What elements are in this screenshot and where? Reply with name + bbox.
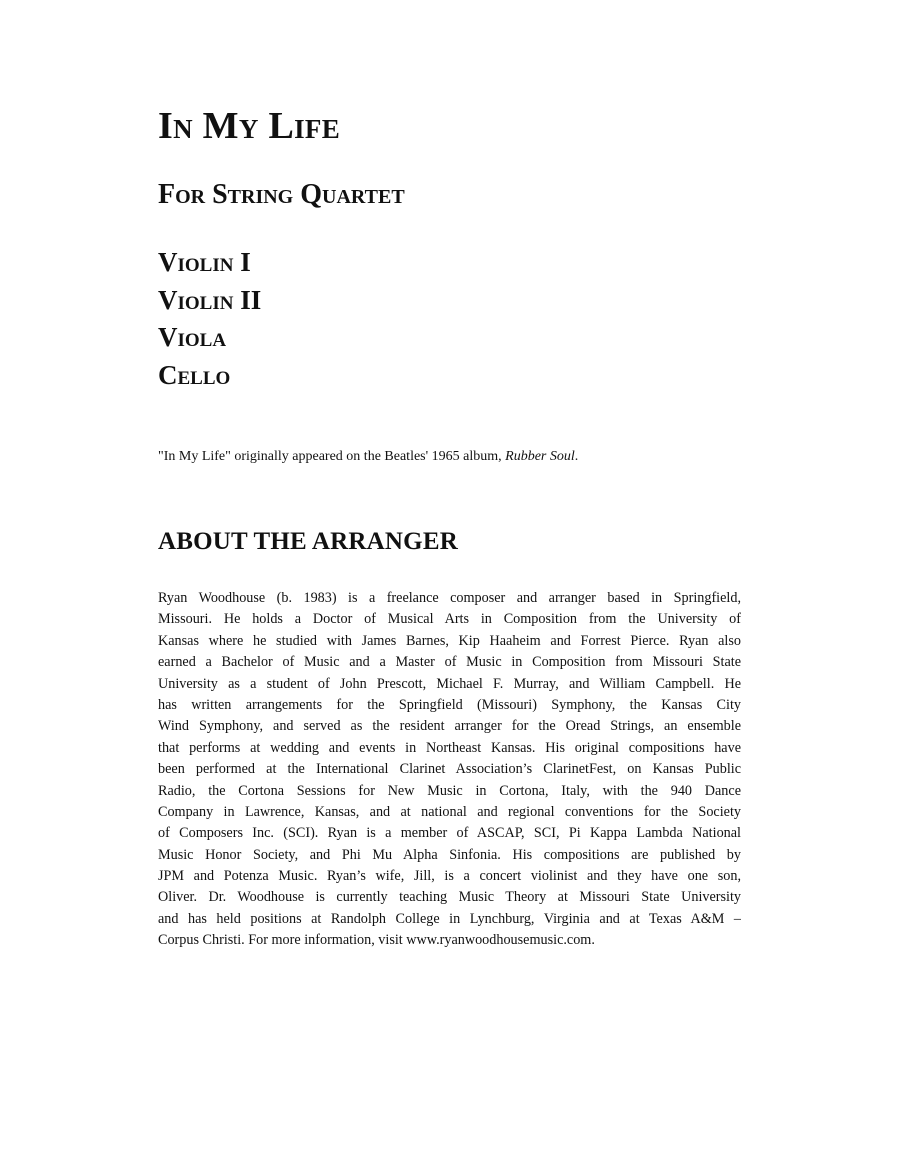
bio-line: University as a student of John Prescott, Michael F. Murray, and William Campbell. He	[158, 675, 741, 692]
instrument-item-cello: Cello	[158, 359, 231, 390]
instrument-item-violin-2: Violin II	[158, 284, 262, 315]
album-note-prefix: "In My Life" originally appeared on the Beatles' 1965 album,	[158, 449, 506, 464]
bio-line: Radio, the Cortona Sessions for New Music in Cortona, Italy, with the 940 Dance	[158, 782, 741, 799]
bio-line: that performs at wedding and events in Northeast Kansas. His original compositions have	[158, 739, 741, 756]
page-subtitle: For String Quartet	[158, 179, 405, 210]
bio-line: Missouri. He holds a Doctor of Musical Arts in Composition from the University of	[158, 611, 741, 628]
about-heading: ABOUT THE ARRANGER	[158, 528, 458, 555]
album-note	[158, 447, 578, 467]
bio-line: of Composers Inc. (SCI). Ryan is a member of ASCAP, SCI, Pi Kappa Lambda National	[158, 825, 741, 842]
bio-line: has written arrangements for the Springfield (Missouri) Symphony, the Kansas City	[158, 696, 741, 713]
bio-line: and has held positions at Randolph College in Lynchburg, Virginia and at Texas A&M –	[158, 910, 741, 927]
page-title: In My Life	[158, 105, 341, 147]
bio-line: Corpus Christi. For more information, visit www.ryanwoodhousemusic.com.	[158, 932, 595, 949]
bio-line: JPM and Potenza Music. Ryan’s wife, Jill, is a concert violinist and they have one son,	[158, 868, 741, 885]
arranger-bio	[158, 588, 741, 952]
bio-line: Kansas where he studied with James Barnes, Kip Haaheim and Forrest Pierce. Ryan also	[158, 632, 741, 649]
bio-line: Ryan Woodhouse (b. 1983) is a freelance composer and arranger based in Springfield,	[158, 590, 741, 606]
bio-line: Company in Lawrence, Kansas, and at national and regional conventions for the Society	[158, 803, 741, 820]
album-note-suffix: .	[574, 449, 579, 464]
instrument-item-viola: Viola	[158, 322, 227, 352]
bio-line: Oliver. Dr. Woodhouse is currently teaching Music Theory at Missouri State University	[158, 889, 741, 906]
bio-line: earned a Bachelor of Music and a Master of Music in Composition from Missouri State	[158, 654, 741, 671]
bio-line: been performed at the International Clarinet Association’s ClarinetFest, on Kansas Public	[158, 761, 741, 778]
bio-line: Music Honor Society, and Phi Mu Alpha Sinfonia. His compositions are published by	[158, 846, 741, 863]
instrument-item-violin-1: Violin I	[158, 247, 251, 277]
instrument-list	[158, 244, 261, 394]
bio-line: Wind Symphony, and served as the resident arranger for the Oread Strings, an ensemble	[158, 718, 741, 735]
album-title: Rubber Soul	[505, 449, 575, 464]
